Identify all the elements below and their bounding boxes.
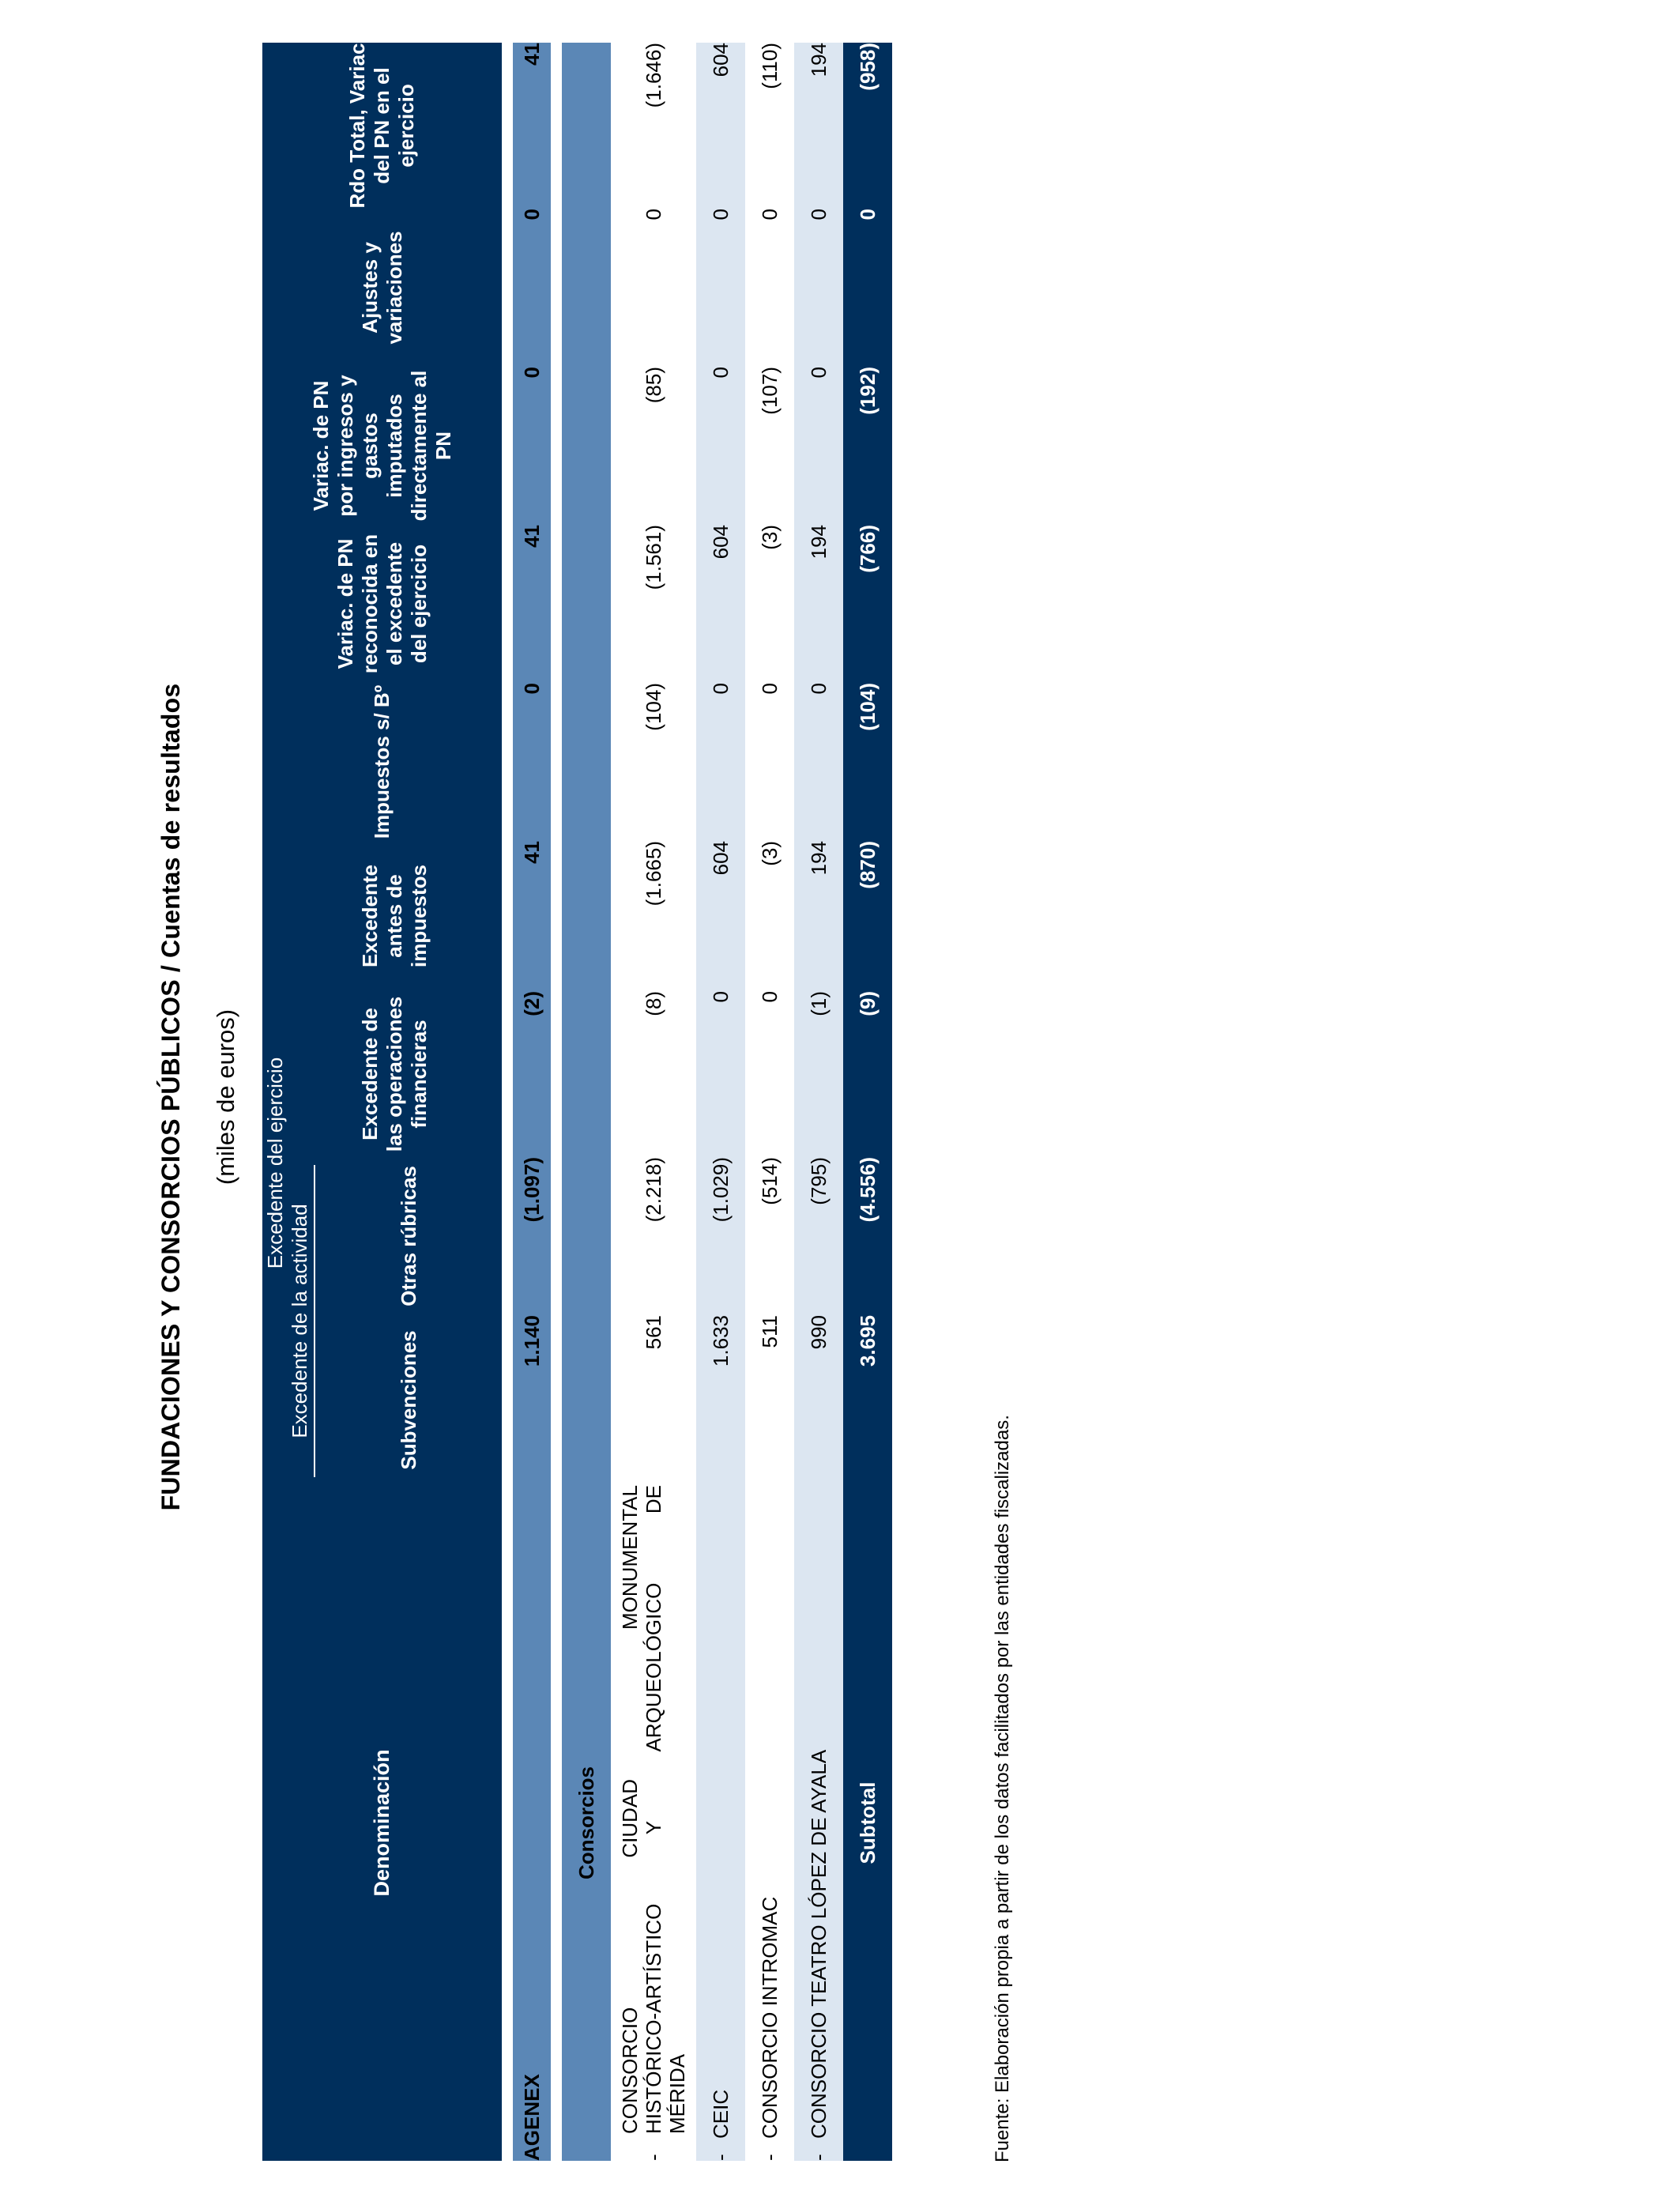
cell-rdo-total: (110) xyxy=(745,43,794,209)
cell-op-financieras: (1) xyxy=(794,991,843,1157)
cell-antes-impuestos: 194 xyxy=(794,841,843,991)
header-denominacion: Denominación xyxy=(262,1485,502,2161)
cell-otras: (4.556) xyxy=(843,1157,892,1315)
table-row-subtotal xyxy=(843,43,892,2161)
table-row xyxy=(696,43,745,2161)
cell-impuestos: (104) xyxy=(611,683,696,841)
cell-var-pn-directo: 0 xyxy=(794,367,843,525)
header-var-pn-directo: Variac. de PN por ingresos y gastos imputados directamente al PN xyxy=(262,367,502,525)
page-subtitle: (miles de euros) xyxy=(212,1008,239,1186)
cell-subvenciones: 511 xyxy=(745,1315,794,1485)
cell-var-pn-directo: (107) xyxy=(745,367,794,525)
cell-otras: (514) xyxy=(745,1157,794,1315)
row-name: -CONSORCIO INTROMAC xyxy=(745,1485,794,2161)
cell-ajustes: 0 xyxy=(745,209,794,367)
cell-impuestos: (104) xyxy=(843,683,892,841)
cell-antes-impuestos: (1.665) xyxy=(611,841,696,991)
cell-var-pn-directo: (85) xyxy=(611,367,696,525)
cell-otras: (2.218) xyxy=(611,1157,696,1315)
header-var-pn-excedente: Variac. de PN reconocida en el excedente del ejercicio xyxy=(262,525,502,683)
cell-impuestos: 0 xyxy=(745,683,794,841)
cell-op-financieras: (9) xyxy=(843,991,892,1157)
cell-var-pn-excedente: (1.561) xyxy=(611,525,696,683)
table-row xyxy=(745,43,794,2161)
cell-ajustes: 0 xyxy=(513,209,551,367)
cell-op-financieras: 0 xyxy=(745,991,794,1157)
cell-antes-impuestos: 604 xyxy=(696,841,745,991)
header-group-actividad: Excedente de la actividad xyxy=(288,1157,315,1485)
section-label: Consorcios xyxy=(562,1485,611,2161)
page-title: FUNDACIONES Y CONSORCIOS PÚBLICOS / Cuentas de resultados xyxy=(156,683,185,1511)
header-antes-impuestos: Excedente antes de impuestos xyxy=(288,841,502,991)
row-name: -CEIC xyxy=(696,1485,745,2161)
cell-antes-impuestos: 41 xyxy=(513,841,551,991)
cell-op-financieras: 0 xyxy=(696,991,745,1157)
cell-var-pn-excedente: 41 xyxy=(513,525,551,683)
table-row xyxy=(611,43,696,2161)
cell-var-pn-directo: 0 xyxy=(696,367,745,525)
cell-otras: (1.097) xyxy=(513,1157,551,1315)
row-name: AGENEX xyxy=(513,1485,551,2161)
header-impuestos: Impuestos s/ Bº xyxy=(262,683,502,841)
cell-var-pn-excedente: 604 xyxy=(696,525,745,683)
subtotal-label: Subtotal xyxy=(843,1485,892,2161)
table-row xyxy=(794,43,843,2161)
cell-ajustes: 0 xyxy=(794,209,843,367)
cell-antes-impuestos: (870) xyxy=(843,841,892,991)
cell-ajustes: 0 xyxy=(696,209,745,367)
header-ajustes: Ajustes y variaciones xyxy=(262,209,502,367)
cell-var-pn-directo: 0 xyxy=(513,367,551,525)
cell-var-pn-directo: (192) xyxy=(843,367,892,525)
cell-op-financieras: (8) xyxy=(611,991,696,1157)
cell-ajustes: 0 xyxy=(843,209,892,367)
cell-antes-impuestos: (3) xyxy=(745,841,794,991)
cell-subvenciones: 1.633 xyxy=(696,1315,745,1485)
cell-rdo-total: (1.646) xyxy=(611,43,696,209)
source-note: Fuente: Elaboración propia a partir de los datos facilitados por las entidades fiscalizadas. xyxy=(992,1415,1013,2162)
cell-subvenciones: 990 xyxy=(794,1315,843,1485)
row-name: - CONSORCIO CIUDAD MONUMENTAL HISTÓRICO-ARTÍSTICO Y ARQUEOLÓGICO DE MÉRIDA xyxy=(611,1485,696,2161)
cell-rdo-total: (958) xyxy=(843,43,892,209)
cell-subvenciones: 1.140 xyxy=(513,1315,551,1485)
cell-ajustes: 0 xyxy=(611,209,696,367)
cell-impuestos: 0 xyxy=(794,683,843,841)
header-rdo-total: Rdo Total, Variac del PN en el ejercicio xyxy=(262,43,502,209)
cell-subvenciones: 3.695 xyxy=(843,1315,892,1485)
table-row-agenex xyxy=(513,43,551,2161)
header-group-ejercicio: Excedente del ejercicio xyxy=(262,841,288,1485)
cell-impuestos: 0 xyxy=(513,683,551,841)
cell-otras: (1.029) xyxy=(696,1157,745,1315)
cell-var-pn-excedente: (3) xyxy=(745,525,794,683)
header-op-financieras: Excedente de las operaciones financieras xyxy=(288,991,502,1157)
results-table xyxy=(262,43,892,2161)
row-name: -CONSORCIO TEATRO LÓPEZ DE AYALA xyxy=(794,1485,843,2161)
cell-var-pn-excedente: (766) xyxy=(843,525,892,683)
cell-rdo-total: 604 xyxy=(696,43,745,209)
cell-impuestos: 0 xyxy=(696,683,745,841)
cell-op-financieras: (2) xyxy=(513,991,551,1157)
cell-rdo-total: 41 xyxy=(513,43,551,209)
cell-subvenciones: 561 xyxy=(611,1315,696,1485)
cell-rdo-total: 194 xyxy=(794,43,843,209)
cell-otras: (795) xyxy=(794,1157,843,1315)
cell-var-pn-excedente: 194 xyxy=(794,525,843,683)
header-subvenciones: Subvenciones xyxy=(315,1315,502,1485)
header-otras: Otras rúbricas xyxy=(315,1157,502,1315)
section-row-consorcios xyxy=(562,43,611,2161)
